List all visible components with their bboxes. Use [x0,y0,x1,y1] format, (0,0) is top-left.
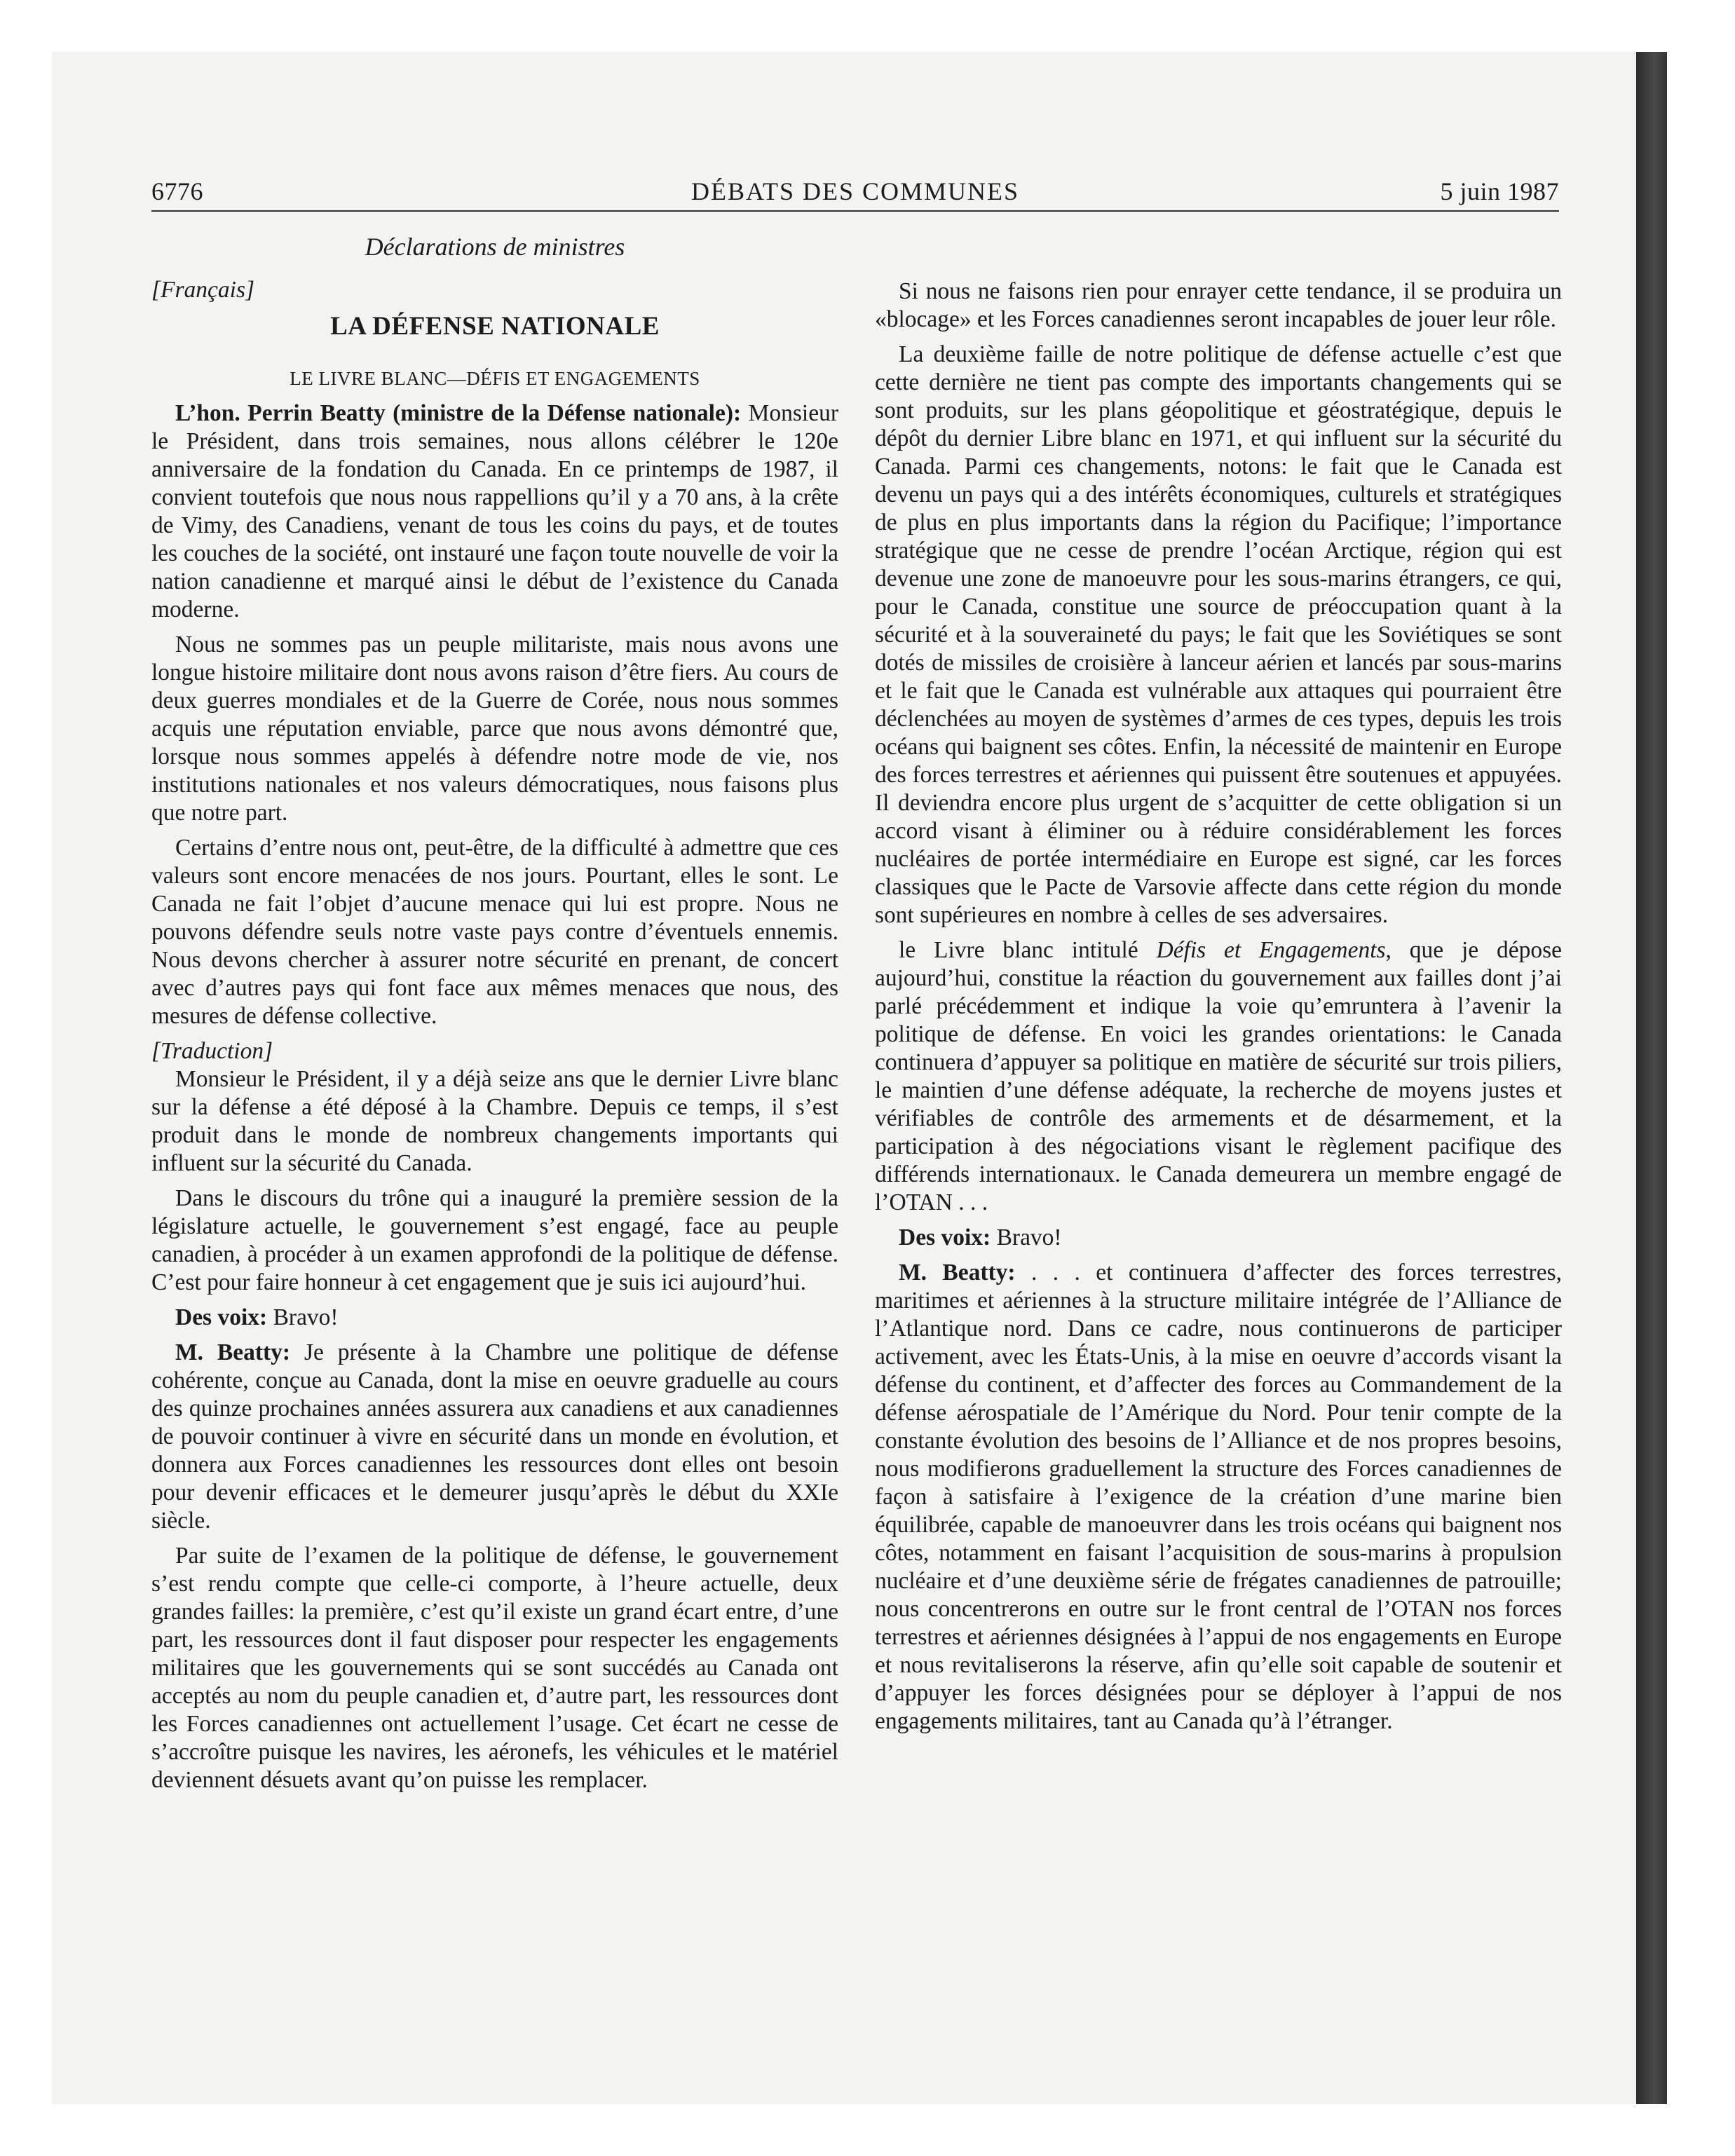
speaker-name: M. Beatty: [175,1339,291,1365]
page-number: 6776 [151,177,203,205]
document-title: Défis et Engagements [1156,937,1386,963]
article-title: LA DÉFENSE NATIONALE [330,312,660,341]
paragraph-text: le Livre blanc intitulé [899,937,1157,963]
issue-date: 5 juin 1987 [1440,177,1559,205]
interjection-text: Bravo! [991,1224,1062,1250]
speaker-name: Des voix: [175,1304,268,1330]
right-column [875,278,1562,1742]
paragraph: Monsieur le Président, il y a déjà seize ans que le dernier Livre blanc sur la défense a été déposé à la Chambre. Depuis ce temps, il s’est produit dans le monde de nombreux changements importants qui influent sur la sécurité du Canada. [151,1066,838,1176]
scan-edge-shadow [1636,52,1667,2104]
language-tag: [Français] [151,277,255,303]
left-column [151,224,838,1801]
paragraph-text: Monsieur le Président, dans trois semaines, nous allons célébrer le 120e anniversaire de la fondation du Canada. En ce printemps de 1987, il convient toutefois que nous nous rappellions qu’il y a 70 ans, à la crête de Vimy, des Canadiens, venant de tous les coins du pays, et de toutes les couches de la société, ont instauré une façon toute nouvelle de voir la nation canadienne et marqué ainsi le début de l’existence du Canada moderne. [151,400,838,622]
paragraph: Certains d’entre nous ont, peut-être, de la difficulté à admettre que ces valeurs sont encore menacées de nos jours. Pourtant, elles le sont. Le Canada ne fait l’objet d’aucune menace qui lui est propre. Nous ne pouvons défendre seuls notre vaste pays contre d’éventuels ennemis. Nous devons chercher à assurer notre sécurité en prenant, de concert avec d’autres pays qui font face aux mêmes menaces que nous, des mesures de défense collective. [151,835,838,1029]
header-rule [151,210,1559,212]
paragraph [151,400,838,624]
paragraph-text: , que je dépose aujourd’hui, constitue la réaction du gouvernement aux failles dont j’ai parlé précédemment et indique la voie qu’emruntera à l’avenir la politique de défense. En voici les grandes orientations: le Canada continuera d’appuyer sa politique en matière de sécurité sur trois piliers, le maintien d’une défense adéquate, la recherche de moyens justes et vérifiables de contrôle des armements et de désarmement, et la participation à des négociations visant le règlement pacifique des différends internationaux. le Canada demeurera un membre engagé de l’OTAN . . . [875,937,1562,1215]
paragraph [151,1339,838,1535]
section-heading: Déclarations de ministres [365,233,625,261]
paragraph: Nous ne sommes pas un peuple militariste, mais nous avons une longue histoire militaire dont nous avons raison d’être fiers. Au cours de deux guerres mondiales et de la Guerre de Corée, nous nous sommes acquis une réputation enviable, parce que nous avons démontré que, lorsque nous sommes appelés à défendre notre mode de vie, nos institutions nationales et nos valeurs démocratiques, nous faisons plus que notre part. [151,632,838,826]
article-subtitle: LE LIVRE BLANC—DÉFIS ET ENGAGEMENTS [290,368,700,389]
paragraph: Par suite de l’examen de la politique de défense, le gouvernement s’est rendu compte que celle-ci comporte, à l’heure actuelle, deux grandes failles: la première, c’est qu’il existe un grand écart entre, d’une part, les ressources dont il faut disposer pour respecter les engagements militaires que les gouvernements qui se sont succédés au Canada ont acceptés au nom du peuple canadien et, d’autre part, les ressources dont les Forces canadiennes ont actuellement l’usage. Cet écart ne cesse de s’accroître puisque les navires, les aéronefs, les véhicules et le matériel deviennent désuets avant qu’on puisse les remplacer. [151,1543,838,1793]
speaker-name: L’hon. Perrin Beatty (ministre de la Défense nationale): [175,400,742,426]
paragraph [875,1259,1562,1735]
paragraph: Dans le discours du trône qui a inauguré la première session de la législature actuelle, le gouvernement s’est engagé, face au peuple canadien, à procéder à un examen approfondi de la politique de défense. C’est pour faire honneur à cet engagement que je suis ici aujourd’hui. [151,1185,838,1295]
paragraph-text: . . . et continuera d’affecter des forces terrestres, maritimes et aériennes à la structure militaire intégrée de l’Alliance de l’Atlantique nord. Dans ce cadre, nous continuerons de participer activement, avec les États-Unis, à la mise en oeuvre d’accords visant la défense du continent, et d’affecter des forces au Commandement de la défense aérospatiale de l’Amérique du Nord. Pour tenir compte de la constante évolution des besoins de l’Alliance et de nos propres besoins, nous modifierons graduellement la structure des Forces canadiennes de façon à satisfaire à l’exigence de la création d’une marine bien équilibrée, capable de manoeuvrer dans les trois océans qui baignent nos côtes, notamment en faisant l’acquisition de sous-marins à propulsion nucléaire et d’une deuxième série de frégates canadiennes de patrouille; nous concentrerons en outre sur le front central de l’OTAN nos forces terrestres et aériennes désignées à l’appui de nos engagements en Europe et nous revitaliserons la réserve, afin qu’elle soit capable de soutenir et d’appuyer les forces désignées pour se déployer à l’appui de nos engagements militaires, tant au Canada qu’à l’étranger. [875,1260,1562,1734]
interjection [151,1304,838,1332]
interjection [875,1224,1562,1252]
running-header [151,177,1559,213]
translation-tag: [Traduction] [151,1038,273,1064]
paragraph [875,936,1562,1217]
paragraph: La deuxième faille de notre politique de défense actuelle c’est que cette dernière ne tient pas compte des importants changements qui se sont produits, sur les plans géopolitique et géostratégique, depuis le dépôt du dernier Libre blanc en 1971, et qui influent sur la sécurité du Canada. Parmi ces changements, notons: le fait que le Canada est devenu un pays qui a des intérêts économiques, culturels et stratégiques de plus en plus importants dans la région du Pacifique; l’importance stratégique que ne cesse de prendre l’océan Arctique, région qui est devenue une zone de manoeuvre pour les sous-marins étrangers, ce qui, pour le Canada, constitue une source de préoccupation quant à la sécurité et à la souveraineté du pays; le fait que les Soviétiques se sont dotés de missiles de croisière à lanceur aérien et lancés par sous-marins et le fait que le Canada est vulnérable aux attaques qui pourraient être déclenchées au moyen de systèmes d’armes de ces types, depuis les trois océans qui baignent ses côtes. Enfin, la nécessité de maintenir en Europe des forces terrestres et aériennes qui puissent être soutenues et appuyées. Il deviendra encore plus urgent de s’acquitter de cette obligation si un accord visant à éliminer ou à réduire considérablement les forces nucléaires de portée intermédiaire en Europe est signé, car les forces classiques que le Pacte de Varsovie affecte dans cette région du monde sont supérieures en nombre à celles de ses adversaires. [875,341,1562,928]
interjection-text: Bravo! [267,1304,339,1330]
speaker-name: Des voix: [899,1224,991,1250]
speaker-name: M. Beatty: [899,1260,1016,1285]
paragraph: Si nous ne faisons rien pour enrayer cette tendance, il se produira un «blocage» et les Forces canadiennes seront incapables de jouer leur rôle. [875,278,1562,332]
paragraph-text: Je présente à la Chambre une politique de défense cohérente, conçue au Canada, dont la mise en oeuvre graduelle au cours des quinze prochaines années assurera aux canadiens et aux canadiennes de pouvoir continuer à vivre en sécurité dans un monde en évolution, et donnera aux Forces canadiennes les ressources dont elles ont besoin pour devenir efficaces et le demeurer jusqu’après le début du XXIe siècle. [151,1339,838,1534]
publication-title: DÉBATS DES COMMUNES [690,177,1020,205]
